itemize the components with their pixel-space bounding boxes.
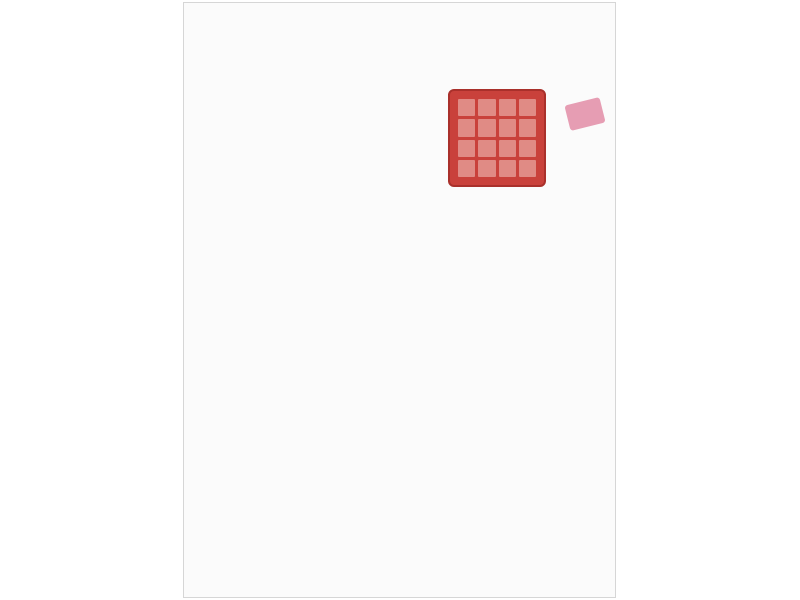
stamp-mark bbox=[564, 97, 605, 131]
official-seal bbox=[448, 89, 546, 187]
document-page bbox=[183, 2, 616, 598]
